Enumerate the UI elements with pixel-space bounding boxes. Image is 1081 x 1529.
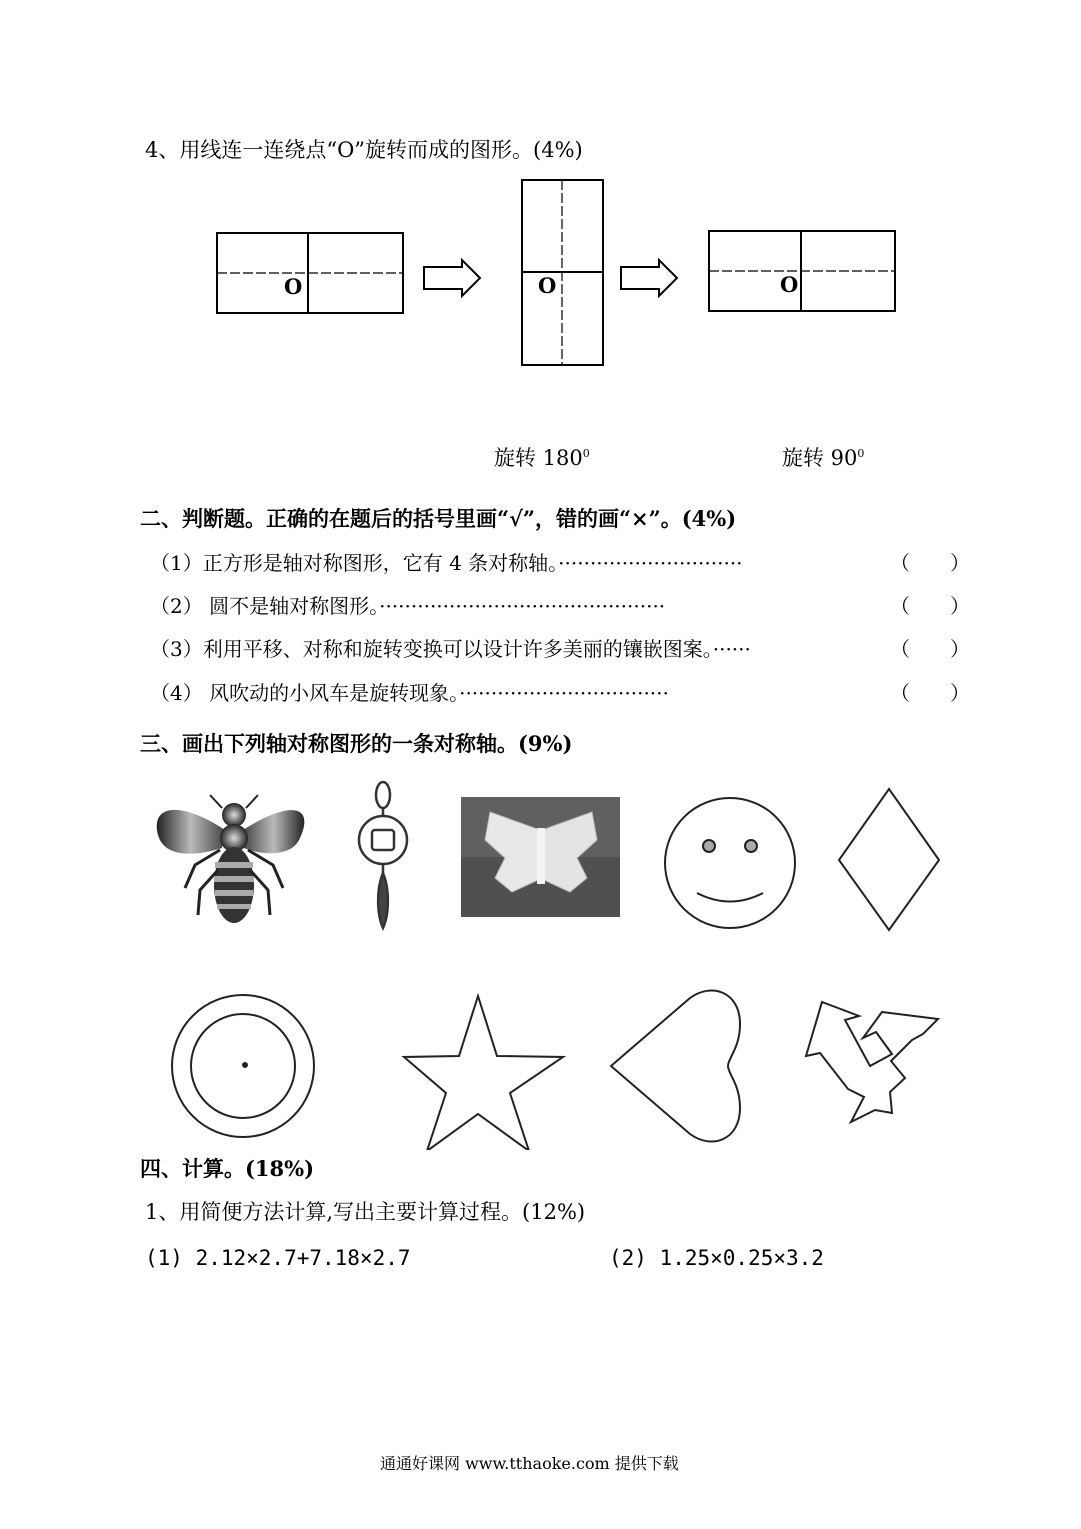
rectangle-rotated-vertical [522, 180, 603, 365]
lantern-icon[interactable] [359, 782, 407, 928]
rectangle-original [217, 233, 403, 313]
answer-bracket[interactable]: （ ） [890, 681, 970, 705]
page-footer: 通通好课网 www.tthaoke.com 提供下载 [380, 1454, 679, 1473]
section-2-title: 二、判断题。正确的在题后的括号里画“√”，错的画“×”。(4%) [140, 506, 737, 531]
calc-instruction: 1、用简便方法计算,写出主要计算过程。(12%) [145, 1200, 586, 1224]
arrow-right-icon [621, 260, 677, 296]
rotate-180-label: 旋转 $180^0$ [494, 446, 590, 470]
section-3-title: 三、画出下列轴对称图形的一条对称轴。(9%) [140, 731, 573, 756]
rectangle-result [709, 231, 895, 311]
smiley-icon[interactable] [665, 798, 795, 928]
answer-bracket[interactable]: （ ） [890, 637, 970, 661]
judge-item-3: （3）利用平移、对称和旋转变换可以设计许多美丽的镶嵌图案。······ （ ） [150, 633, 970, 663]
rotate-90-label: 旋转 $90^0$ [782, 446, 865, 470]
bee-icon[interactable] [157, 795, 305, 923]
problem-2: (2) 1.25×0.25×3.2 [609, 1246, 824, 1270]
answer-bracket[interactable]: （ ） [890, 551, 970, 575]
rings-icon[interactable] [172, 995, 314, 1137]
judge-item-1: （1）正方形是轴对称图形，它有 4 条对称轴。····························· （ ） [150, 547, 970, 577]
arrow-right-icon [424, 260, 480, 296]
judge-item-4: （4） 风吹动的小风车是旋转现象。································· （ ） [150, 677, 970, 707]
section-4-title: 四、计算。(18%) [140, 1156, 315, 1181]
h-arrow-icon[interactable] [806, 1002, 938, 1122]
answer-bracket[interactable]: （ ） [890, 594, 970, 618]
point-o-label: O [284, 274, 303, 299]
point-o-label: O [780, 272, 799, 297]
heart-icon[interactable] [611, 990, 740, 1141]
rotation-diagram [0, 0, 1081, 420]
problem-1: (1) 2.12×2.7+7.18×2.7 [145, 1246, 411, 1270]
butterfly-photo[interactable] [461, 797, 620, 917]
star-icon[interactable] [404, 996, 563, 1150]
judge-item-2: （2） 圆不是轴对称图形。············································· （ ） [150, 590, 970, 620]
rhombus-icon[interactable] [839, 789, 939, 930]
point-o-label: O [538, 273, 557, 298]
symmetry-figures [0, 770, 1081, 1150]
question-4-title: 4、用线连一连绕点“O”旋转而成的图形。(4%) [145, 138, 583, 162]
